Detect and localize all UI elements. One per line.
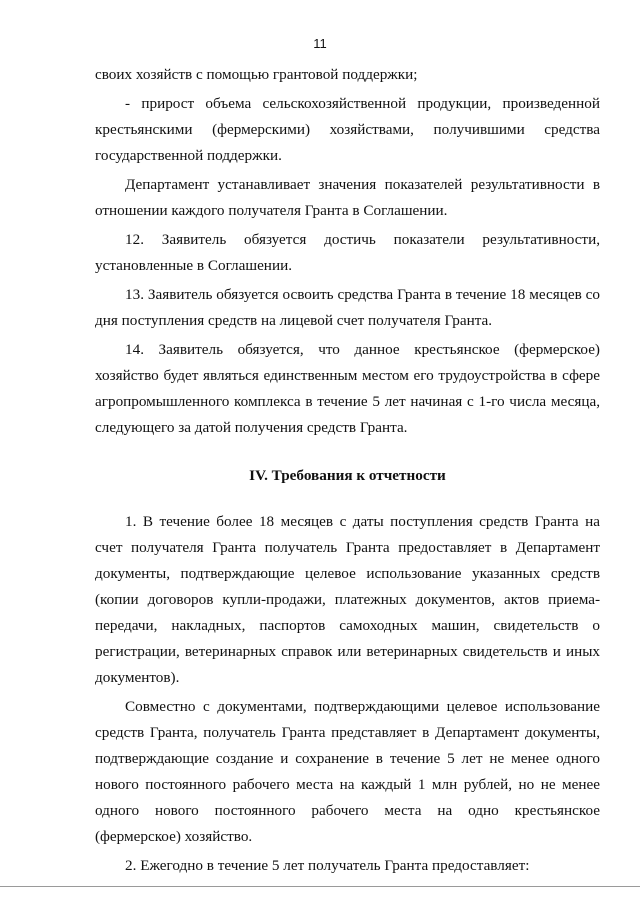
document-body bbox=[95, 62, 600, 882]
paragraph-reporting-item-2: 2. Ежегодно в течение 5 лет получатель Гранта предоставляет: bbox=[125, 857, 530, 874]
page-bottom-rule bbox=[0, 886, 640, 887]
paragraph-item-13: 13. Заявитель обязуется освоить средства Гранта в течение 18 месяцев со дня поступления средств на лицевой счет получателя Гранта. bbox=[95, 286, 600, 329]
paragraph-growth-indicator: - прирост объема сельскохозяйственной продукции, произведенной крестьянскими (фермерскими) хозяйствами, получившими средства государственной поддержки. bbox=[95, 95, 600, 164]
paragraph-department-values: Департамент устанавливает значения показателей результативности в отношении каждого получателя Гранта в Соглашении. bbox=[95, 176, 600, 219]
section-heading: IV. Требования к отчетности bbox=[249, 467, 446, 484]
paragraph-continuation: своих хозяйств с помощью грантовой поддержки; bbox=[95, 66, 418, 83]
page-number: 11 bbox=[313, 36, 327, 51]
paragraph-reporting-item-1: 1. В течение более 18 месяцев с даты поступления средств Гранта на счет получателя Гранта получатель Гранта предоставляет в Департамент документы, подтверждающие целевое использование указанных средств (копии договоров купли-продажи, платежных документов, актов приема-передачи, накладных, паспортов самоходных машин, свидетельств о регистрации, ветеринарных справок или ветеринарных свидетельств и иных документов). bbox=[95, 513, 600, 686]
paragraph-jobs-documents: Совместно с документами, подтверждающими целевое использование средств Гранта, получатель Гранта представляет в Департамент документы, подтверждающие создание и сохранение в течение 5 лет не менее одного нового постоянного рабочего места на каждый 1 млн рублей, но не менее одного нового постоянного рабочего места на одно крестьянское (фермерское) хозяйство. bbox=[95, 698, 600, 845]
paragraph-item-14: 14. Заявитель обязуется, что данное крестьянское (фермерское) хозяйство будет являться единственным местом его трудоустройства в сфере агропромышленного комплекса в течение 5 лет начиная с 1-го числа месяца, следующего за датой получения средств Гранта. bbox=[95, 341, 600, 436]
paragraph-item-12: 12. Заявитель обязуется достичь показатели результативности, установленные в Соглашении. bbox=[95, 231, 600, 274]
